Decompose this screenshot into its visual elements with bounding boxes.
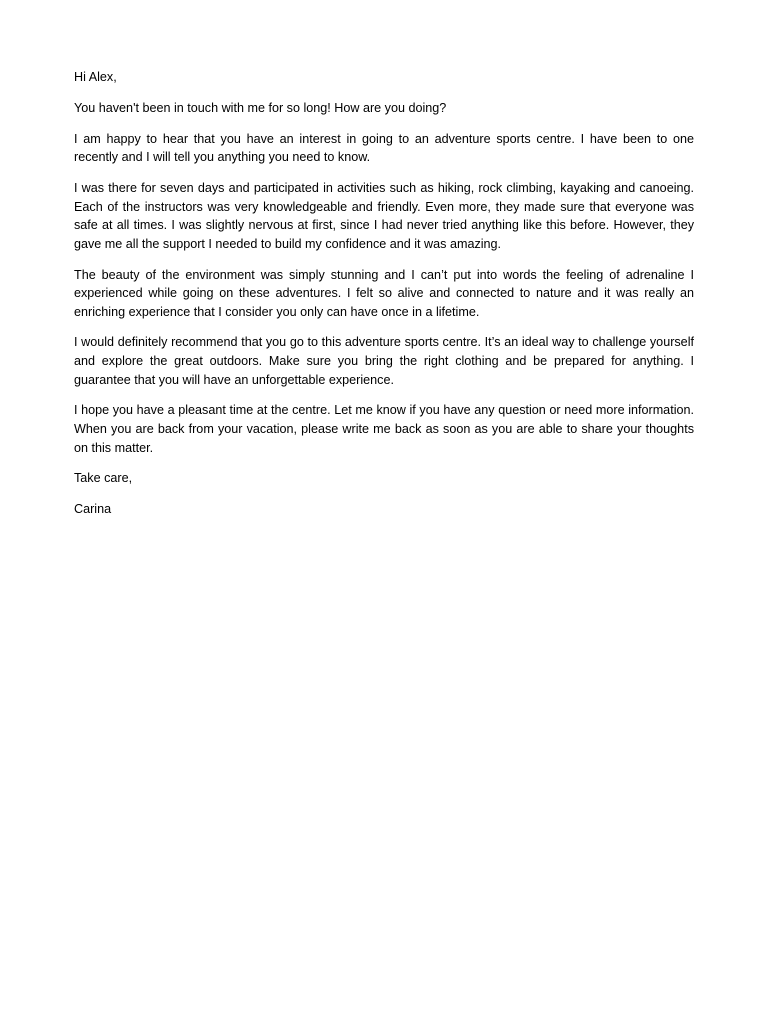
letter-paragraph: I am happy to hear that you have an interest in going to an adventure sports centre. I have been to one recently and I will tell you anything you need to know. <box>74 131 694 165</box>
letter-closing: Take care, <box>74 471 133 486</box>
letter-paragraph: I would definitely recommend that you go to this adventure sports centre. It’s an ideal way to challenge yourself and explore the great outdoors. Make sure you bring the right clothing and be prepared for anything. I guarantee that you will have an unforgettable experience. <box>74 335 694 387</box>
letter-page <box>74 68 694 531</box>
letter-paragraph: I hope you have a pleasant time at the centre. Let me know if you have any question or need more information. When you are back from your vacation, please write me back as soon as you are able to share your thoughts on this matter. <box>74 403 694 455</box>
letter-greeting: Hi Alex, <box>74 70 117 84</box>
letter-paragraph: You haven't been in touch with me for so long! How are you doing? <box>74 100 447 115</box>
letter-signature: Carina <box>74 502 112 517</box>
letter-paragraph: I was there for seven days and participated in activities such as hiking, rock climbing, kayaking and canoeing. Each of the instructors was very knowledgeable and friendly. Even more, they made sure that everyone was safe at all times. I was slightly nervous at first, since I had never tried anything like this before. However, they gave me all the support I needed to build my confidence and it was amazing. <box>74 180 694 251</box>
letter-paragraph: The beauty of the environment was simply stunning and I can’t put into words the feeling of adrenaline I experienced while going on these adventures. I felt so alive and connected to nature and it was really an enriching experience that I consider you only can have once in a lifetime. <box>74 267 694 319</box>
